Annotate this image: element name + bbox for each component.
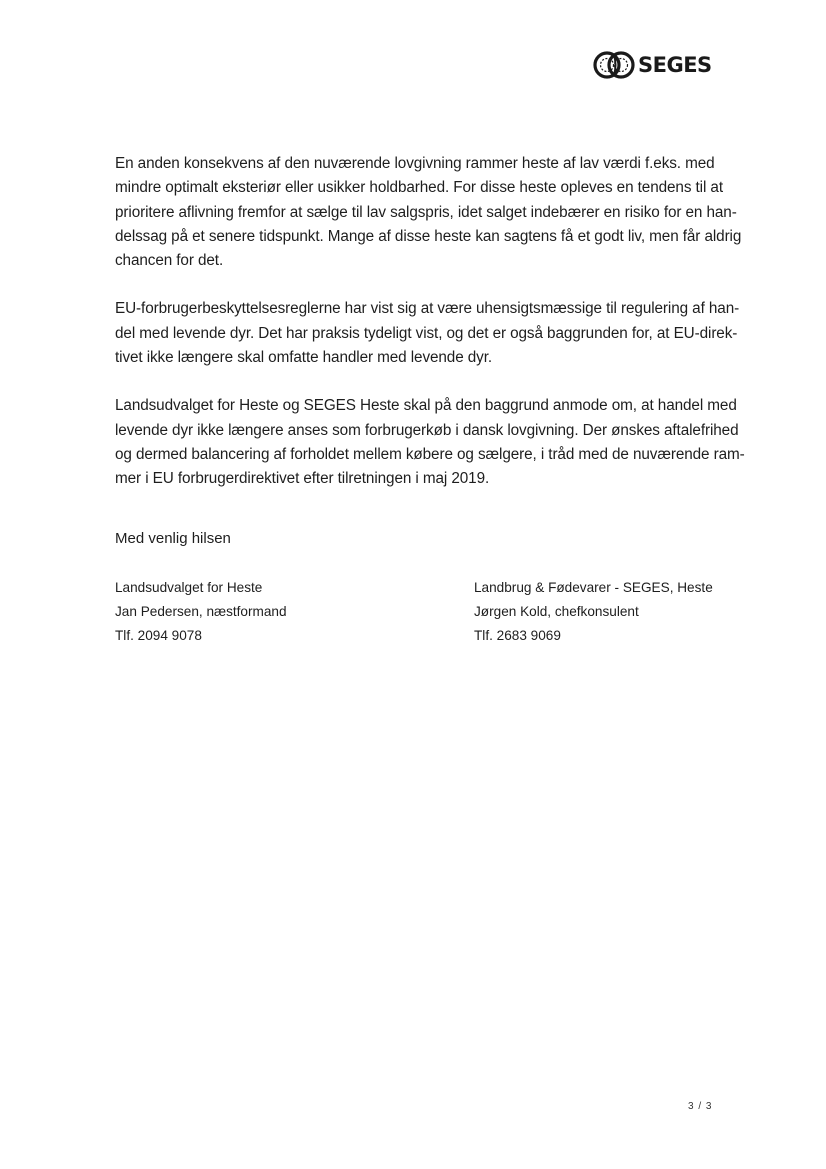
paragraph-request bbox=[115, 394, 755, 491]
letter-body bbox=[115, 152, 755, 516]
signature-organization: Landsudvalget for Heste bbox=[115, 580, 263, 595]
signature-block-left bbox=[115, 576, 287, 648]
paragraph-line: prioritere aflivning fremfor at sælge til lav salgspris, idet salget indebærer en risiko for en han- bbox=[115, 203, 737, 221]
signature-name: Jan Pedersen, næstformand bbox=[115, 604, 287, 619]
paragraph-line: chancen for det. bbox=[115, 252, 224, 270]
paragraph-line: En anden konsekvens af den nuværende lovgivning rammer heste af lav værdi f.eks. med bbox=[115, 155, 715, 172]
seges-rings-logo-icon bbox=[593, 50, 637, 80]
paragraph-line: del med levende dyr. Det har praksis tydeligt vist, og det er også baggrunden for, at EU-direk- bbox=[115, 324, 738, 342]
logo-wordmark: SEGES bbox=[638, 53, 712, 77]
paragraph-line: delssag på et senere tidspunkt. Mange af disse heste kan sagtens få et godt liv, men får aldrig bbox=[115, 227, 742, 245]
paragraph-line: levende dyr ikke længere anses som forbrugerkøb i dansk lovgivning. Der ønskes aftalefrihed bbox=[115, 421, 739, 439]
signature-name: Jørgen Kold, chefkonsulent bbox=[474, 604, 639, 619]
signature-block-right bbox=[474, 576, 713, 648]
paragraph-line: mindre optimalt eksteriør eller usikker holdbarhed. For disse heste opleves en tendens til at bbox=[115, 179, 723, 197]
signature-phone: Tlf. 2683 9069 bbox=[474, 628, 561, 643]
seges-logo bbox=[593, 50, 712, 80]
paragraph-line: og dermed balancering af forholdet mellem købere og sælgere, i tråd med de nuværende ram- bbox=[115, 445, 745, 463]
paragraph-eu-rules bbox=[115, 297, 755, 370]
signature-organization: Landbrug & Fødevarer - SEGES, Heste bbox=[474, 580, 713, 595]
paragraph-line: mer i EU forbrugerdirektivet efter tilretningen i maj 2019. bbox=[115, 470, 490, 488]
page-number: 3 / 3 bbox=[688, 1101, 713, 1112]
paragraph-line: tivet ikke længere skal omfatte handler med levende dyr. bbox=[115, 349, 493, 367]
closing-greeting: Med venlig hilsen bbox=[115, 530, 231, 547]
paragraph-line: EU-forbrugerbeskyttelsesreglerne har vist sig at være uhensigtsmæssige til regulering af han- bbox=[115, 300, 740, 318]
paragraph-line: Landsudvalget for Heste og SEGES Heste skal på den baggrund anmode om, at handel med bbox=[115, 397, 737, 415]
signature-phone: Tlf. 2094 9078 bbox=[115, 628, 202, 643]
paragraph-consequence bbox=[115, 152, 755, 273]
